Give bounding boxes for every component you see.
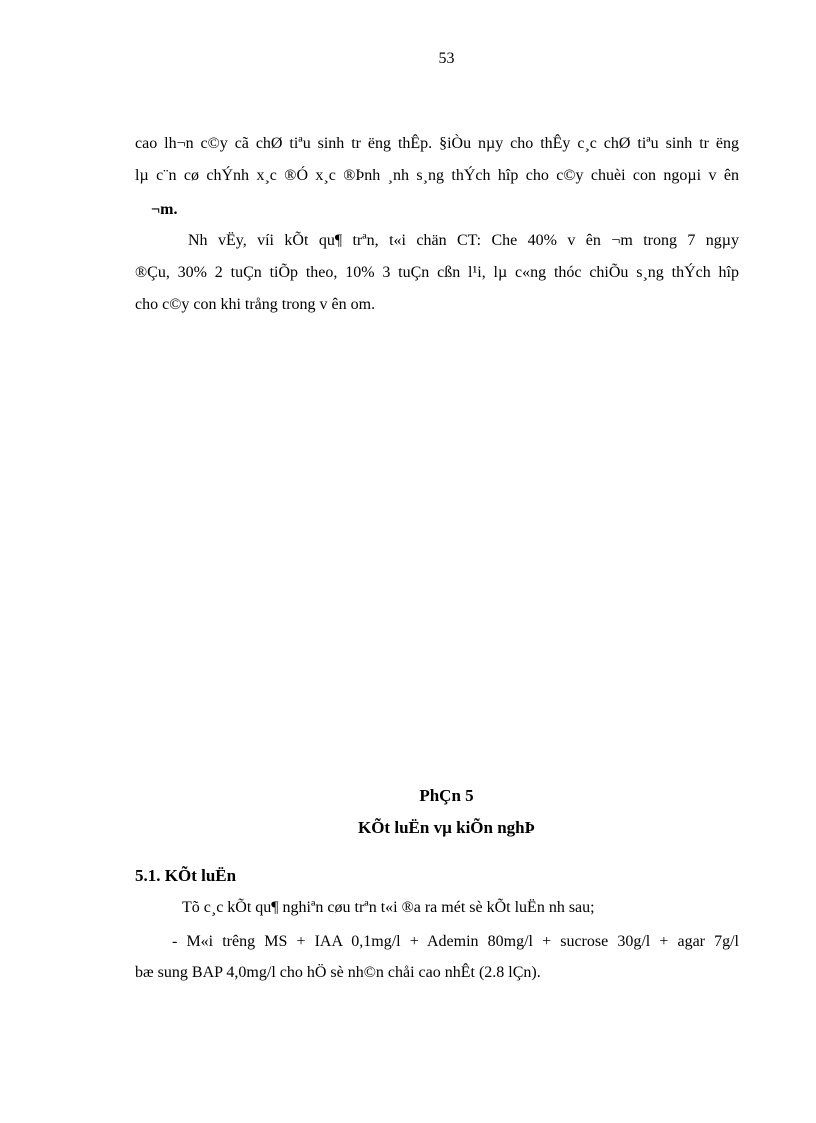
paragraph3-line2: - M«i trêng MS + IAA 0,1mg/l + Ademin 80mg/l + sucrose 30g/l + agar 7g/l bbox=[172, 933, 739, 950]
paragraph1-line1: cao lh¬n c©y cã chØ tiªu sinh tr ëng thÊp. §iÒu nµy cho thÊy c¸c chØ tiªu sinh tr ëng bbox=[135, 135, 739, 152]
paragraph2-line1: Nh vËy, víi kÕt qu¶ trªn, t«i chän CT: Che 40% v ên ¬m trong 7 ngµy bbox=[188, 232, 739, 249]
part-title: KÕt luËn vµ kiÕn nghÞ bbox=[357, 818, 536, 837]
paragraph1-line3: ¬m. bbox=[151, 201, 178, 218]
page-number: 53 bbox=[438, 50, 455, 67]
paragraph3-line1: Tõ c¸c kÕt qu¶ nghiªn cøu trªn t«i ®a ra mét sè kÕt luËn nh sau; bbox=[182, 899, 595, 916]
paragraph3-line3: bæ sung BAP 4,0mg/l cho hÖ sè nh©n chåi cao nhÊt (2.8 lÇn). bbox=[135, 964, 541, 981]
part-heading: PhÇn 5 bbox=[419, 786, 474, 805]
paragraph2-line3: cho c©y con khi trång trong v ên om. bbox=[135, 296, 376, 313]
paragraph1-line2: lµ c¨n cø chÝnh x¸c ®Ó x¸c ®Þnh ¸nh s¸ng thÝch hîp cho c©y chuèi con ngoµi v ên bbox=[135, 167, 739, 184]
paragraph2-line2: ®Çu, 30% 2 tuÇn tiÕp theo, 10% 3 tuÇn cßn l¹i, lµ c«ng thóc chiÕu s¸ng thÝch hîp bbox=[135, 264, 739, 281]
section-heading: 5.1. KÕt luËn bbox=[135, 866, 237, 885]
